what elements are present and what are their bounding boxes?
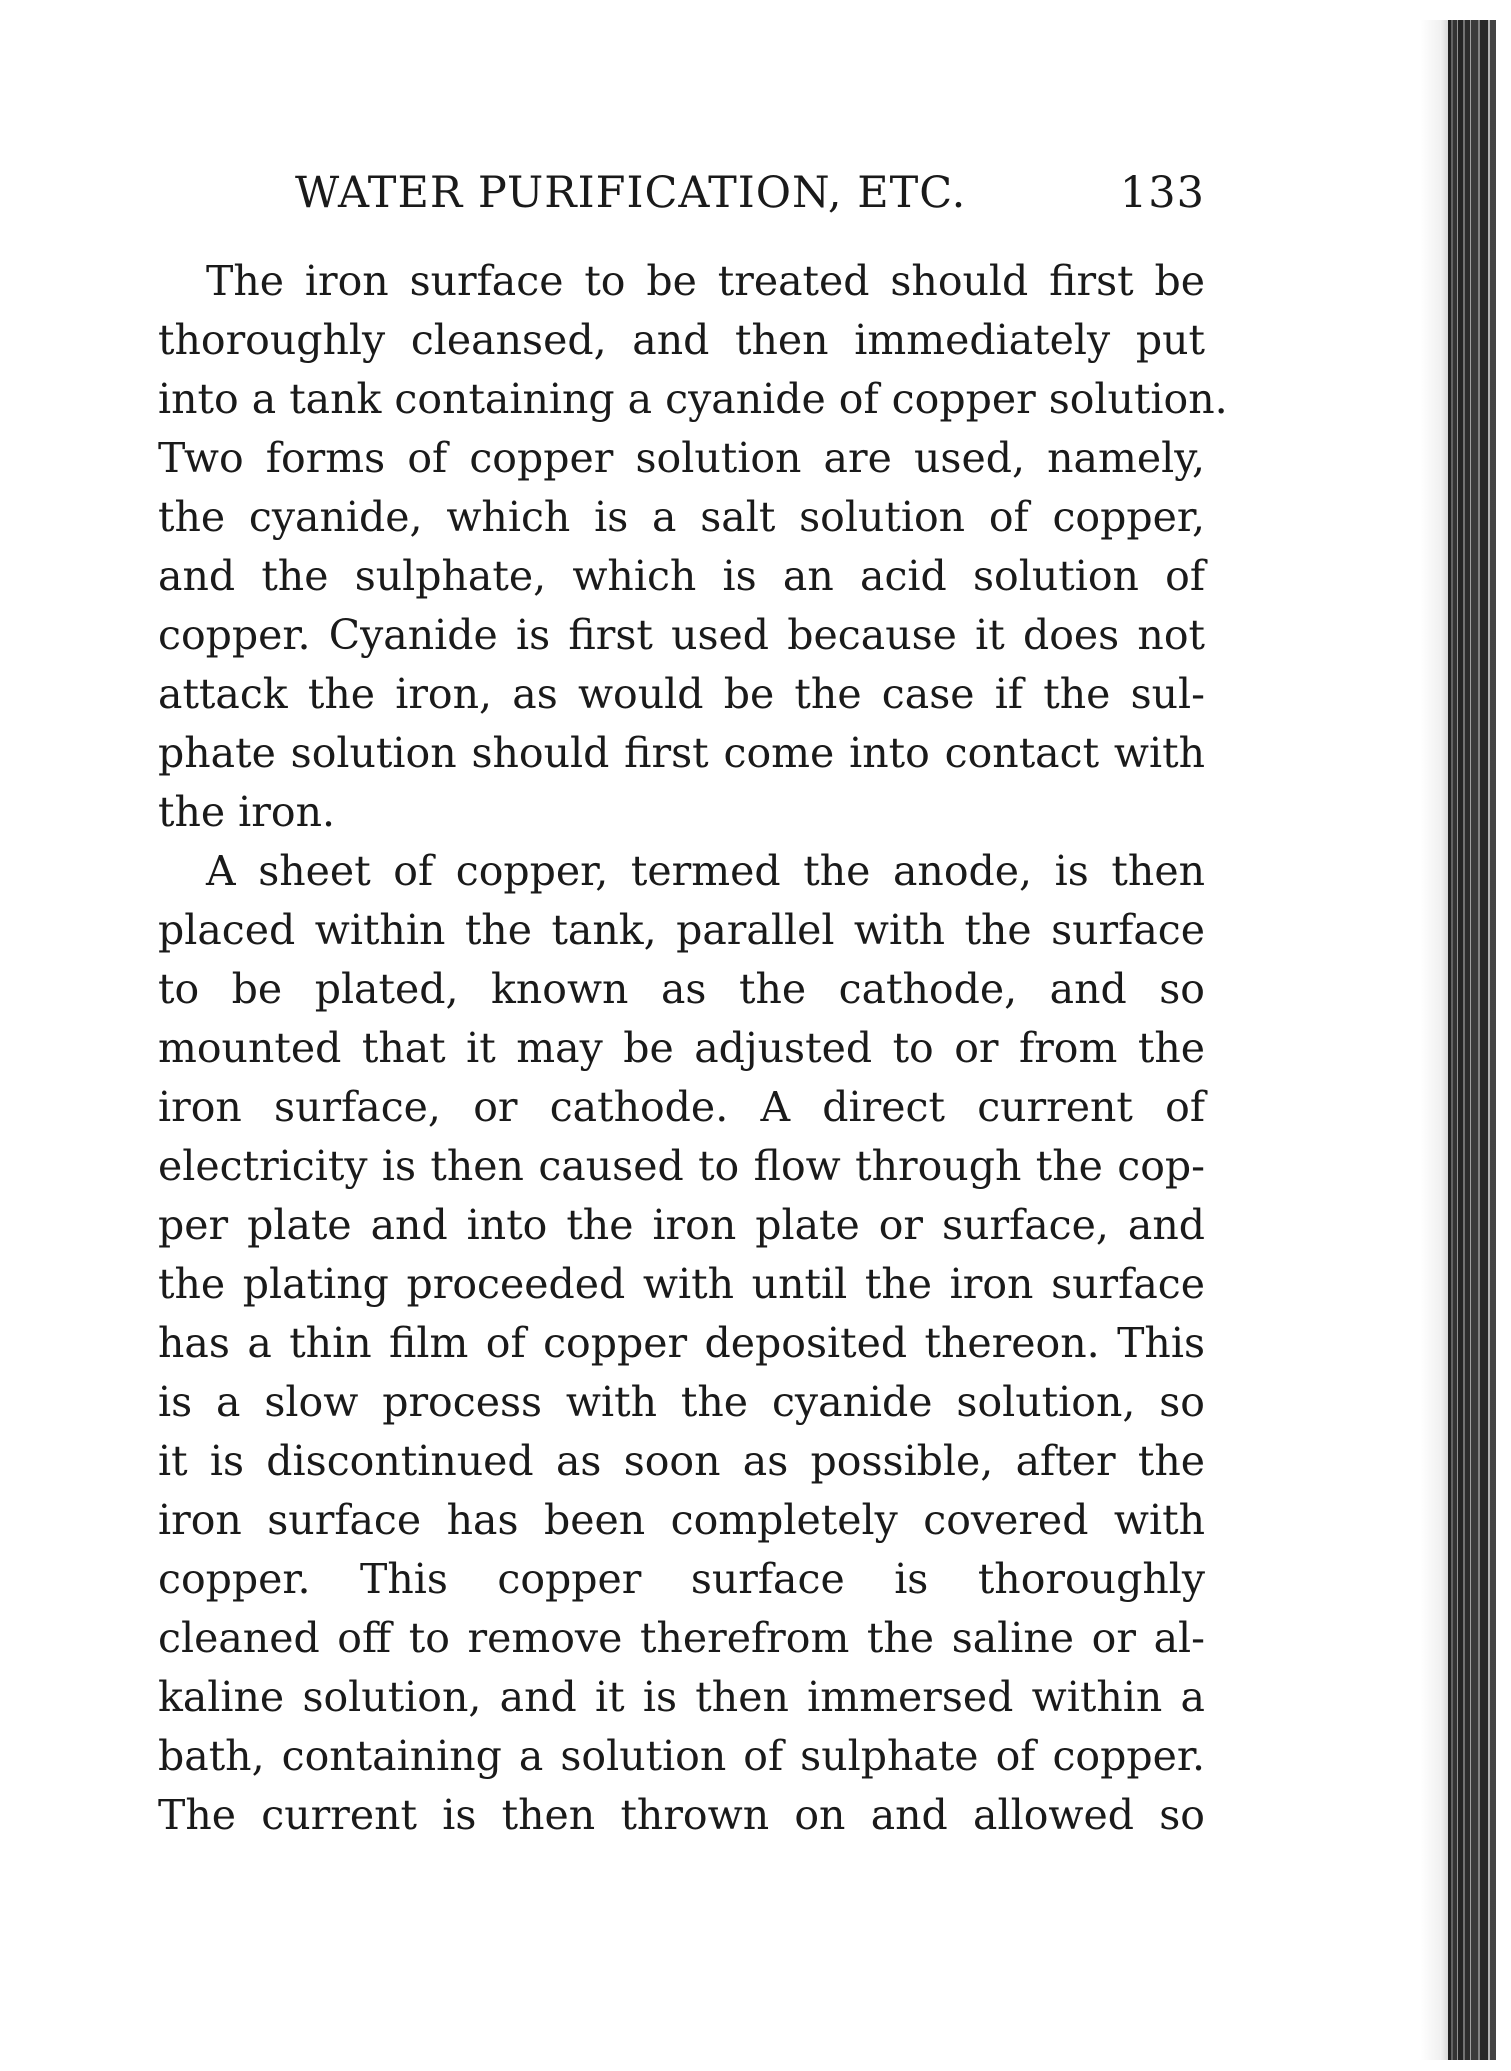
text-line: the cyanide, which is a salt solution of copper, bbox=[158, 493, 1205, 541]
text-line: per plate and into the iron plate or surface, and bbox=[158, 1201, 1205, 1249]
text-line: kaline solution, and it is then immersed within a bbox=[158, 1673, 1205, 1721]
running-head-title: WATER PURIFICATION, ETC. bbox=[295, 168, 967, 218]
text-line: the iron. bbox=[158, 788, 336, 836]
text-line: to be plated, known as the cathode, and so bbox=[158, 965, 1205, 1013]
binding-shadow bbox=[1420, 20, 1450, 2060]
text-line: phate solution should first come into contact with bbox=[158, 729, 1205, 777]
page-binding-edge bbox=[1448, 20, 1496, 2060]
text-line: iron surface, or cathode. A direct current of bbox=[158, 1083, 1205, 1131]
text-line: it is discontinued as soon as possible, after the bbox=[158, 1437, 1205, 1485]
text-line: thoroughly cleansed, and then immediately put bbox=[158, 316, 1205, 364]
text-line: into a tank containing a cyanide of copper solution. bbox=[158, 375, 1228, 423]
text-line: bath, containing a solution of sulphate of copper. bbox=[158, 1732, 1205, 1780]
text-line: A sheet of copper, termed the anode, is then bbox=[206, 847, 1205, 895]
text-line: copper. Cyanide is first used because it does not bbox=[158, 611, 1205, 659]
text-line: The current is then thrown on and allowed so bbox=[158, 1791, 1205, 1839]
text-line: has a thin film of copper deposited thereon. This bbox=[158, 1319, 1205, 1367]
page-number: 133 bbox=[1119, 168, 1205, 218]
body-text bbox=[158, 252, 1228, 1845]
text-line: copper. This copper surface is thoroughly bbox=[158, 1555, 1205, 1603]
text-line: the plating proceeded with until the iron surface bbox=[158, 1260, 1205, 1308]
text-line: cleaned off to remove therefrom the saline or al- bbox=[158, 1614, 1205, 1662]
text-line: mounted that it may be adjusted to or from the bbox=[158, 1024, 1205, 1072]
running-head bbox=[295, 168, 1205, 228]
text-line: The iron surface to be treated should first be bbox=[206, 257, 1205, 305]
text-line: Two forms of copper solution are used, namely, bbox=[158, 434, 1205, 482]
text-line: placed within the tank, parallel with the surface bbox=[158, 906, 1205, 954]
text-line: and the sulphate, which is an acid solution of bbox=[158, 552, 1205, 600]
text-line: is a slow process with the cyanide solution, so bbox=[158, 1378, 1205, 1426]
text-line: attack the iron, as would be the case if the sul- bbox=[158, 670, 1205, 718]
text-line: iron surface has been completely covered with bbox=[158, 1496, 1205, 1544]
text-line: electricity is then caused to flow through the cop- bbox=[158, 1142, 1205, 1190]
